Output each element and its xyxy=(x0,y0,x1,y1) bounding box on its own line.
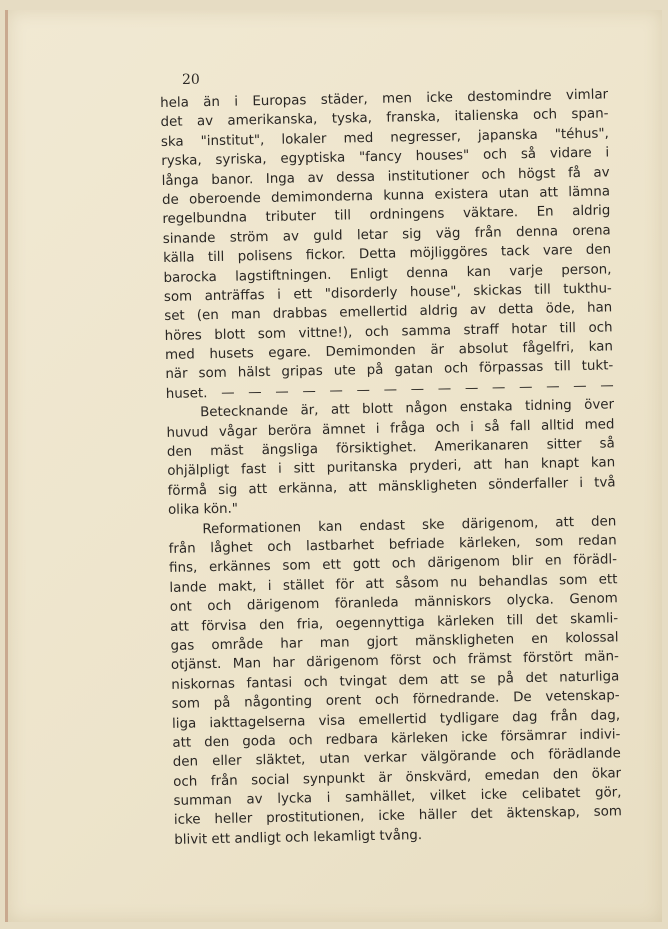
text-line: regelbundna tributer till ordningens väktare. En aldrig xyxy=(162,203,611,228)
text-line: när som hälst gripas ute på gatan och förpassas till tukt- xyxy=(165,358,614,383)
text-line: Betecknande är, att blott någon enstaka tidning över xyxy=(199,397,615,421)
text-line: ska "institut", lokaler med negresser, japanska "téhus", xyxy=(160,126,609,150)
body-text xyxy=(160,85,622,850)
text-line: ont och därigenom föranleda människors olycka. Genom xyxy=(169,591,618,616)
text-line: att den goda och redbara kärleken icke försämrar indivi- xyxy=(172,727,621,751)
text-line: att förvisa den fria, oegennyttiga kärleken till det skamli- xyxy=(170,610,619,635)
text-line: ryska, syriska, egyptiska "fancy houses" och så vidare i xyxy=(161,145,610,170)
text-line: den eller släktet, utan verkar välgörande och förädlande xyxy=(172,746,621,771)
text-line: set (en man drabbas emellertid aldrig av detta öde, han xyxy=(164,300,613,325)
text-line: huvud vågar beröra ämnet i fråga och i så fall alltid med xyxy=(166,416,615,441)
text-line: det av amerikanska, tyska, franska, italienska och span- xyxy=(160,106,609,131)
text-line: fins, erkännes som ett gott och därigenom blir en förädl- xyxy=(168,552,618,577)
text-line: källa till polisens fickor. Detta möjliggöres tack vare den xyxy=(163,242,612,267)
text-line: olika kön." xyxy=(167,501,239,519)
text-line: hela än i Europas städer, men icke destomindre vimlar xyxy=(160,87,609,111)
text-line: sinande ström av guld letar sig väg från denna orena xyxy=(162,223,611,247)
text-line: höres blott som vittne!), och samma straff hotar till och xyxy=(164,320,613,344)
text-line: som anträffas i ett "disorderly house", skickas till tukthu- xyxy=(163,281,612,305)
text-line: från låghet och lastbarhet befriade kärleken, som redan xyxy=(168,533,617,557)
text-line: de oberoende demimonderna kunna existera utan att lämna xyxy=(161,184,611,208)
text-line: barocka lagstiftningen. Enligt denna kan varje person, xyxy=(163,261,612,286)
text-line: blivit ett andligt och lekamligt tvång. xyxy=(174,827,423,848)
text-line: gas område har man gjort mänskligheten en kolossal xyxy=(170,630,619,654)
text-line: otjänst. Man har därigenom först och främst förstört män- xyxy=(170,649,620,674)
book-page xyxy=(8,10,662,922)
text-line: ohjälpligt fast i sitt puritanska pryderi, att han knapt kan xyxy=(167,455,616,480)
text-line: lande makt, i stället för att såsom nu behandlas som ett xyxy=(169,572,618,596)
text-line: långa banor. Inga av dessa institutioner och högst få av xyxy=(161,164,610,189)
text-line: den mäst ängsliga försiktighet. Amerikanaren sitter så xyxy=(166,436,615,460)
text-line: med husets egare. Demimonden är absolut fågelfri, kan xyxy=(164,339,614,364)
text-line: som på någonting orent och förnedrande. De vetenskap- xyxy=(171,688,620,712)
page-number: 20 xyxy=(182,72,200,88)
text-line: huset. — — — — — — — — — — — — — — — xyxy=(165,378,614,402)
text-line: och från social synpunkt är önskvärd, emedan den ökar xyxy=(173,765,622,790)
text-line: förmå sig att erkänna, att mänskligheten sönderfaller i två xyxy=(167,475,616,499)
text-line: Reformationen kan endast ske därigenom, att den xyxy=(202,513,617,537)
text-line: niskornas fantasi och tvingat dem att se på det naturliga xyxy=(171,669,620,693)
text-line: liga iakttagelserna visa emellertid tydligare dag från dag, xyxy=(171,707,621,732)
text-line: icke heller prostitutionen, icke häller det äktenskap, som xyxy=(173,804,623,829)
text-line: summan av lycka i samhället, vilket icke celibatet gör, xyxy=(173,785,622,809)
